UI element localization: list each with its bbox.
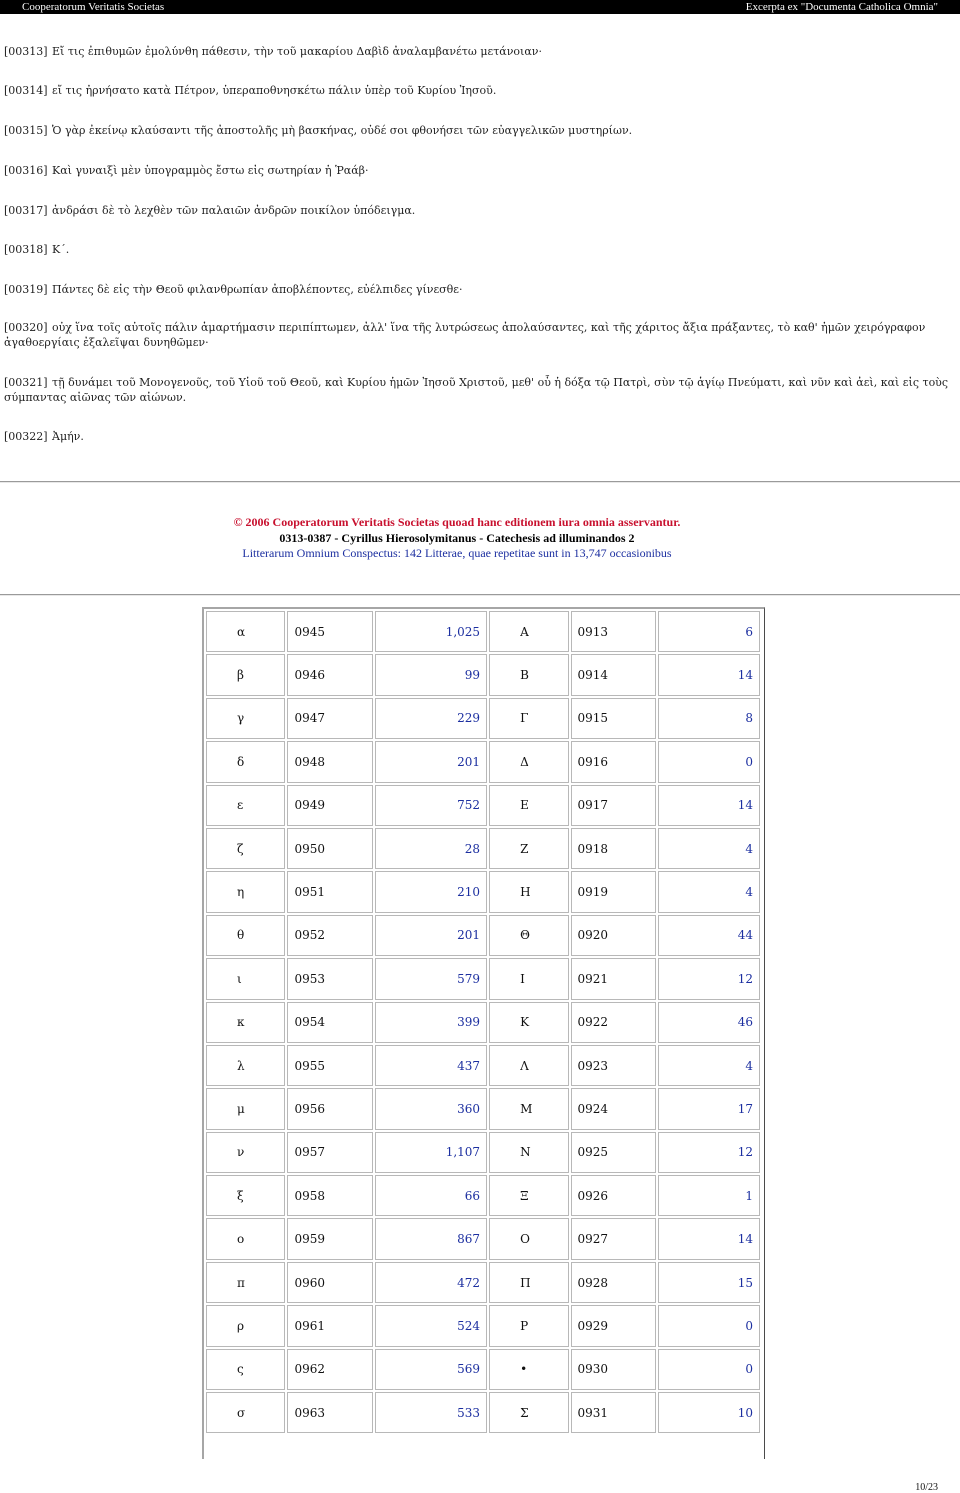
lowercase-code-cell: 0954 bbox=[287, 1002, 373, 1043]
uppercase-letter-cell: Π bbox=[489, 1262, 568, 1303]
uppercase-letter-cell: Μ bbox=[489, 1088, 568, 1129]
uppercase-code-cell: 0928 bbox=[571, 1262, 657, 1303]
lowercase-code-cell: 0945 bbox=[287, 611, 373, 652]
document-identifier: 0313-0387 - Cyrillus Hierosolymitanus - Catechesis ad illuminandos 2 bbox=[279, 531, 635, 545]
uppercase-count-cell: 15 bbox=[658, 1262, 760, 1303]
lowercase-count-cell: 28 bbox=[375, 828, 487, 869]
table-row bbox=[206, 1175, 760, 1216]
lowercase-count-cell: 1,107 bbox=[375, 1132, 487, 1173]
horizontal-divider bbox=[0, 594, 960, 596]
uppercase-letter-cell: Σ bbox=[489, 1392, 568, 1433]
paragraph bbox=[4, 429, 954, 444]
uppercase-count-cell: 14 bbox=[658, 785, 760, 826]
uppercase-count-cell: 4 bbox=[658, 828, 760, 869]
lowercase-letter-cell: ο bbox=[206, 1218, 285, 1259]
lowercase-letter-cell: σ bbox=[206, 1392, 285, 1433]
lowercase-letter-cell: κ bbox=[206, 1002, 285, 1043]
uppercase-letter-cell: Ν bbox=[489, 1132, 568, 1173]
uppercase-letter-cell: Η bbox=[489, 871, 568, 912]
lowercase-letter-cell: β bbox=[206, 654, 285, 695]
lowercase-count-cell: 867 bbox=[375, 1218, 487, 1259]
uppercase-code-cell: 0931 bbox=[571, 1392, 657, 1433]
lowercase-code-cell: 0949 bbox=[287, 785, 373, 826]
paragraph bbox=[4, 83, 954, 98]
lowercase-count-cell: 210 bbox=[375, 871, 487, 912]
uppercase-code-cell: 0927 bbox=[571, 1218, 657, 1259]
uppercase-letter-cell: Α bbox=[489, 611, 568, 652]
paragraph bbox=[4, 203, 954, 218]
table-row bbox=[206, 654, 760, 695]
uppercase-code-cell: 0915 bbox=[571, 698, 657, 739]
lowercase-letter-cell: θ bbox=[206, 915, 285, 956]
uppercase-count-cell: 12 bbox=[658, 1132, 760, 1173]
table-row bbox=[206, 698, 760, 739]
table-row bbox=[206, 1045, 760, 1086]
lowercase-count-cell: 399 bbox=[375, 1002, 487, 1043]
uppercase-count-cell: 1 bbox=[658, 1175, 760, 1216]
lowercase-letter-cell: ε bbox=[206, 785, 285, 826]
table-row bbox=[206, 1002, 760, 1043]
paragraph-text: εἴ τις ἠρνήσατο κατὰ Πέτρον, ὑπεραποθνησκέτω πάλιν ὑπὲρ τοῦ Κυρίου Ἰησοῦ. bbox=[52, 84, 497, 97]
uppercase-letter-cell: Β bbox=[489, 654, 568, 695]
table-row bbox=[206, 741, 760, 782]
lowercase-letter-cell: λ bbox=[206, 1045, 285, 1086]
paragraph-text: τῇ δυνάμει τοῦ Μονογενοῦς, τοῦ Υἱοῦ τοῦ Θεοῦ, καὶ Κυρίου ἡμῶν Ἰησοῦ Χριστοῦ, μεθ' οὗ ἡ δόξα τῷ Πατρὶ, σὺν τῷ ἁγίῳ Πνεύματι, καὶ νῦν καὶ ἀεὶ, καὶ εἰς τοὺς σύμπαντας αἰῶνας τῶν αἰώνων. bbox=[4, 376, 949, 404]
lowercase-count-cell: 569 bbox=[375, 1349, 487, 1390]
lowercase-letter-cell: μ bbox=[206, 1088, 285, 1129]
lowercase-code-cell: 0946 bbox=[287, 654, 373, 695]
uppercase-code-cell: 0924 bbox=[571, 1088, 657, 1129]
table-row bbox=[206, 785, 760, 826]
uppercase-code-cell: 0913 bbox=[571, 611, 657, 652]
footer-stats bbox=[0, 545, 914, 561]
lowercase-code-cell: 0948 bbox=[287, 741, 373, 782]
paragraph-text: Καὶ γυναιξὶ μὲν ὑπογραμμὸς ἔστω εἰς σωτηρίαν ἡ Ῥαάβ· bbox=[52, 164, 369, 177]
uppercase-letter-cell: • bbox=[489, 1349, 568, 1390]
lowercase-letter-cell: α bbox=[206, 611, 285, 652]
lowercase-letter-cell: π bbox=[206, 1262, 285, 1303]
lowercase-count-cell: 360 bbox=[375, 1088, 487, 1129]
footer-identifier bbox=[0, 530, 914, 546]
uppercase-code-cell: 0925 bbox=[571, 1132, 657, 1173]
lowercase-count-cell: 229 bbox=[375, 698, 487, 739]
lowercase-count-cell: 533 bbox=[375, 1392, 487, 1433]
uppercase-count-cell: 17 bbox=[658, 1088, 760, 1129]
header-left-title: Cooperatorum Veritatis Societas bbox=[22, 1, 165, 13]
paragraph-number: [00313] bbox=[4, 45, 48, 58]
uppercase-code-cell: 0921 bbox=[571, 958, 657, 999]
uppercase-letter-cell: Δ bbox=[489, 741, 568, 782]
uppercase-letter-cell: Ε bbox=[489, 785, 568, 826]
uppercase-letter-cell: Ο bbox=[489, 1218, 568, 1259]
uppercase-count-cell: 0 bbox=[658, 741, 760, 782]
uppercase-code-cell: 0923 bbox=[571, 1045, 657, 1086]
lowercase-code-cell: 0959 bbox=[287, 1218, 373, 1259]
table-row bbox=[206, 915, 760, 956]
paragraph-text: Κ΄. bbox=[52, 243, 70, 256]
lowercase-count-cell: 99 bbox=[375, 654, 487, 695]
uppercase-count-cell: 8 bbox=[658, 698, 760, 739]
uppercase-code-cell: 0926 bbox=[571, 1175, 657, 1216]
uppercase-letter-cell: Ρ bbox=[489, 1305, 568, 1346]
paragraph bbox=[4, 123, 954, 138]
lowercase-code-cell: 0950 bbox=[287, 828, 373, 869]
letter-frequency-table bbox=[202, 607, 765, 1459]
uppercase-count-cell: 44 bbox=[658, 915, 760, 956]
lowercase-letter-cell: ξ bbox=[206, 1175, 285, 1216]
uppercase-code-cell: 0930 bbox=[571, 1349, 657, 1390]
uppercase-letter-cell: Κ bbox=[489, 1002, 568, 1043]
uppercase-count-cell: 0 bbox=[658, 1305, 760, 1346]
uppercase-letter-cell: Γ bbox=[489, 698, 568, 739]
paragraph-number: [00314] bbox=[4, 84, 48, 97]
lowercase-letter-cell: η bbox=[206, 871, 285, 912]
table-row bbox=[206, 1262, 760, 1303]
lowercase-letter-cell: ζ bbox=[206, 828, 285, 869]
copyright-notice: © 2006 Cooperatorum Veritatis Societas quoad hanc editionem iura omnia asservantur. bbox=[233, 515, 681, 529]
table-row bbox=[206, 1392, 760, 1433]
paragraph bbox=[4, 282, 954, 297]
uppercase-code-cell: 0914 bbox=[571, 654, 657, 695]
page-header bbox=[0, 0, 960, 14]
lowercase-count-cell: 579 bbox=[375, 958, 487, 999]
uppercase-code-cell: 0918 bbox=[571, 828, 657, 869]
uppercase-letter-cell: Ι bbox=[489, 958, 568, 999]
uppercase-count-cell: 46 bbox=[658, 1002, 760, 1043]
table-row bbox=[206, 958, 760, 999]
lowercase-count-cell: 1,025 bbox=[375, 611, 487, 652]
lowercase-code-cell: 0955 bbox=[287, 1045, 373, 1086]
paragraph bbox=[4, 375, 954, 405]
lowercase-count-cell: 201 bbox=[375, 741, 487, 782]
table-row bbox=[206, 1132, 760, 1173]
uppercase-code-cell: 0919 bbox=[571, 871, 657, 912]
lowercase-code-cell: 0952 bbox=[287, 915, 373, 956]
lowercase-count-cell: 201 bbox=[375, 915, 487, 956]
paragraph-number: [00322] bbox=[4, 430, 48, 443]
uppercase-count-cell: 12 bbox=[658, 958, 760, 999]
paragraph-number: [00321] bbox=[4, 376, 48, 389]
table-row bbox=[206, 1349, 760, 1390]
uppercase-code-cell: 0916 bbox=[571, 741, 657, 782]
lowercase-code-cell: 0963 bbox=[287, 1392, 373, 1433]
paragraph-number: [00315] bbox=[4, 124, 48, 137]
lowercase-letter-cell: ς bbox=[206, 1349, 285, 1390]
lowercase-count-cell: 66 bbox=[375, 1175, 487, 1216]
uppercase-letter-cell: Ζ bbox=[489, 828, 568, 869]
lowercase-count-cell: 437 bbox=[375, 1045, 487, 1086]
page-number: 10/23 bbox=[915, 1482, 938, 1493]
lowercase-code-cell: 0960 bbox=[287, 1262, 373, 1303]
uppercase-count-cell: 14 bbox=[658, 654, 760, 695]
header-right-title: Excerpta ex "Documenta Catholica Omnia" bbox=[745, 1, 938, 13]
horizontal-divider bbox=[0, 481, 960, 483]
paragraph-number: [00318] bbox=[4, 243, 48, 256]
uppercase-count-cell: 4 bbox=[658, 871, 760, 912]
paragraph-text: Ὁ γὰρ ἐκείνῳ κλαύσαντι τῆς ἀποστολῆς μὴ βασκήνας, οὐδέ σοι φθονήσει τῶν εὐαγγελικῶν μυστηρίων. bbox=[52, 124, 633, 137]
lowercase-letter-cell: ρ bbox=[206, 1305, 285, 1346]
table-row bbox=[206, 871, 760, 912]
lowercase-code-cell: 0951 bbox=[287, 871, 373, 912]
uppercase-count-cell: 4 bbox=[658, 1045, 760, 1086]
lowercase-code-cell: 0953 bbox=[287, 958, 373, 999]
lowercase-code-cell: 0956 bbox=[287, 1088, 373, 1129]
table-row bbox=[206, 1305, 760, 1346]
uppercase-code-cell: 0922 bbox=[571, 1002, 657, 1043]
lowercase-code-cell: 0961 bbox=[287, 1305, 373, 1346]
uppercase-code-cell: 0920 bbox=[571, 915, 657, 956]
paragraph-number: [00319] bbox=[4, 283, 48, 296]
paragraph bbox=[4, 44, 954, 59]
paragraph-text: Πάντες δὲ εἰς τὴν Θεοῦ φιλανθρωπίαν ἀποβλέποντες, εὐέλπιδες γίνεσθε· bbox=[52, 283, 463, 296]
letter-statistics-summary: Litterarum Omnium Conspectus: 142 Litterae, quae repetitae sunt in 13,747 occasionibus bbox=[242, 546, 672, 560]
uppercase-letter-cell: Θ bbox=[489, 915, 568, 956]
paragraph bbox=[4, 163, 954, 178]
uppercase-count-cell: 0 bbox=[658, 1349, 760, 1390]
lowercase-code-cell: 0947 bbox=[287, 698, 373, 739]
lowercase-count-cell: 472 bbox=[375, 1262, 487, 1303]
lowercase-letter-cell: δ bbox=[206, 741, 285, 782]
paragraph bbox=[4, 242, 954, 257]
paragraph bbox=[4, 320, 954, 350]
paragraph-number: [00317] bbox=[4, 204, 48, 217]
uppercase-letter-cell: Λ bbox=[489, 1045, 568, 1086]
lowercase-code-cell: 0957 bbox=[287, 1132, 373, 1173]
lowercase-count-cell: 524 bbox=[375, 1305, 487, 1346]
lowercase-code-cell: 0958 bbox=[287, 1175, 373, 1216]
lowercase-letter-cell: ν bbox=[206, 1132, 285, 1173]
paragraph-text: Ἀμήν. bbox=[52, 430, 84, 443]
lowercase-letter-cell: γ bbox=[206, 698, 285, 739]
uppercase-count-cell: 6 bbox=[658, 611, 760, 652]
paragraph-text: Εἴ τις ἐπιθυμῶν ἐμολύνθη πάθεσιν, τὴν τοῦ μακαρίου Δαβὶδ ἀναλαμβανέτω μετάνοιαν· bbox=[52, 45, 542, 58]
paragraph-text: ἀνδράσι δὲ τὸ λεχθὲν τῶν παλαιῶν ἀνδρῶν ποικίλον ὑπόδειγμα. bbox=[52, 204, 416, 217]
footer-copyright bbox=[0, 514, 914, 530]
lowercase-letter-cell: ι bbox=[206, 958, 285, 999]
table-row bbox=[206, 1088, 760, 1129]
uppercase-letter-cell: Ξ bbox=[489, 1175, 568, 1216]
table-row bbox=[206, 611, 760, 652]
lowercase-count-cell: 752 bbox=[375, 785, 487, 826]
uppercase-count-cell: 14 bbox=[658, 1218, 760, 1259]
paragraph-text: οὐχ ἵνα τοῖς αὐτοῖς πάλιν ἁμαρτήμασιν περιπίπτωμεν, ἀλλ' ἵνα τῆς λυτρώσεως ἀπολαύσαντες, καὶ τῆς χάριτος ἄξια πράξαντες, τὸ καθ' ἡμῶν χειρόγραφον ἀγαθοεργίαις ἐξαλεῖψαι δυνηθῶμεν· bbox=[4, 321, 926, 349]
lowercase-code-cell: 0962 bbox=[287, 1349, 373, 1390]
table-row bbox=[206, 828, 760, 869]
uppercase-count-cell: 10 bbox=[658, 1392, 760, 1433]
table-row bbox=[206, 1218, 760, 1259]
paragraph-number: [00320] bbox=[4, 321, 48, 334]
uppercase-code-cell: 0929 bbox=[571, 1305, 657, 1346]
paragraph-number: [00316] bbox=[4, 164, 48, 177]
uppercase-code-cell: 0917 bbox=[571, 785, 657, 826]
